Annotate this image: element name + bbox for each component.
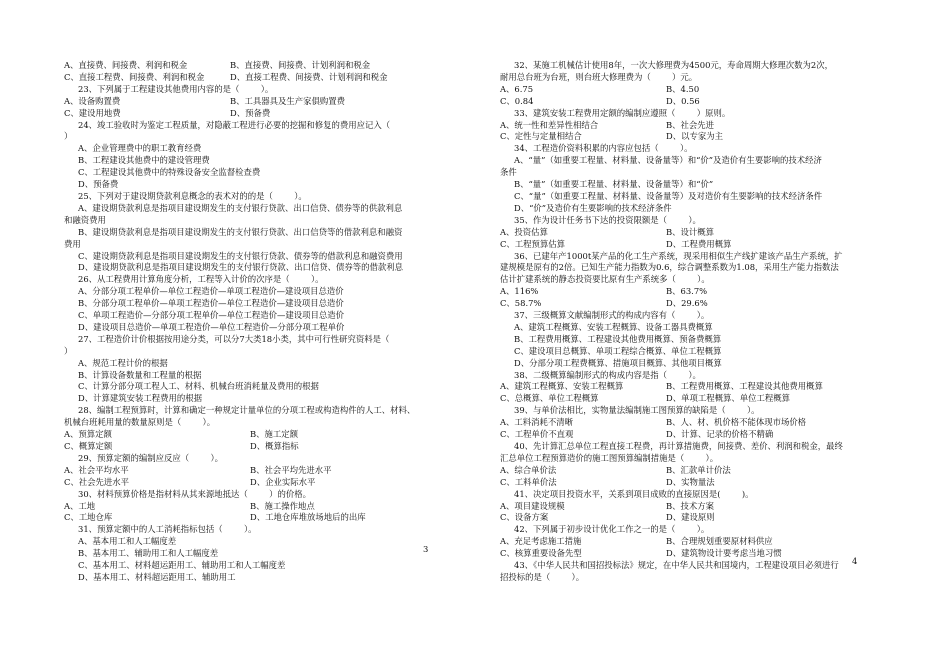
option-text: C、建设用地费 xyxy=(64,107,121,118)
option-text: C、计算分部分项工程人工、材料、机械台班消耗量及费用的根据 xyxy=(78,381,319,392)
option-text: A、建筑工程概算、安装工程概算 xyxy=(500,381,624,392)
option-text: D、企业实际水平 xyxy=(250,476,316,487)
option-text: C、基本用工、材料超运距用工、辅助用工和人工幅度差 xyxy=(78,560,286,571)
option-row xyxy=(500,417,896,429)
option-text: D、“价”及造价有生要影响的技术经济条件 xyxy=(514,202,672,213)
option-text: A、建设期贷款利息是指项目建设期发生的支付银行贷款、出口信贷、债券等的供款利息 xyxy=(78,202,403,213)
option-row xyxy=(500,536,896,548)
continuation-text: 建规模是原有的2倍。已知生产能力指数为0.6，综合调整系数为1.08，采用生产能力指数法 xyxy=(500,262,839,273)
option-row xyxy=(500,477,896,489)
option-text: D、0.56 xyxy=(666,95,700,106)
option-text: B、4.50 xyxy=(666,83,700,94)
option-text: A、预算定额 xyxy=(64,429,112,440)
option-row xyxy=(64,441,438,453)
option-text: B、建设期贷款利息是指项目建设期发生的支付银行贷款、出口信贷等的借款利息和融资 xyxy=(78,226,403,237)
option-row xyxy=(64,72,438,84)
option-text: D、基本用工、材料超运距用工、辅助用工 xyxy=(78,571,236,582)
continuation-text: 和融资费用 xyxy=(64,214,106,225)
option-row xyxy=(500,131,896,143)
option-text: A、项目建设规模 xyxy=(500,500,565,511)
option-text: D、预备费 xyxy=(78,179,119,190)
question-text: 39、与单价法相比，实物量法编制施工图预算的缺陷是（ ）。 xyxy=(514,405,760,416)
option-row xyxy=(500,501,896,513)
option-text: A、直接费、间接费、利润和税金 xyxy=(64,60,188,70)
option-text: B、技术方案 xyxy=(666,500,715,511)
continuation-text: 招投标的是（ ）。 xyxy=(500,571,585,582)
option-row xyxy=(64,477,438,489)
question-text: 38、二级概算编制形式的构成内容是指（ ）。 xyxy=(514,369,701,380)
option-text: A、充足考虑施工措施 xyxy=(500,536,582,547)
question-text: 33、建筑安装工程费用定额的编制应遵照（ ）原则。 xyxy=(514,107,731,118)
option-text: B、计算设备数量和工程量的根据 xyxy=(78,369,202,380)
question-text: 26、从工程费用计算角度分析，工程等入计价的次序是（ ）。 xyxy=(78,274,324,285)
question-text: 36、已建年产1000t某产品的化工生产系统，现采用相似生产线扩建该产品生产系统，扩 xyxy=(514,250,843,261)
continuation-text: 估计扩建系统的静态投资要比原有生产系统多（ ）。 xyxy=(500,274,710,285)
question-text: 42、下列属于初步设计优化工作之一的是（ ）。 xyxy=(514,524,710,535)
option-text: D、29.6% xyxy=(666,298,708,309)
option-text: B、63.7% xyxy=(666,286,708,297)
option-text: C、工料单价法 xyxy=(500,476,557,487)
option-text: D、预备费 xyxy=(230,107,271,118)
question-text: 34、工程造价资料积累的内容应包括（ ）。 xyxy=(514,143,693,154)
right-column xyxy=(500,60,896,584)
option-text: B、“量”（如重要工程量、材料量、设备量等）和“价” xyxy=(514,179,714,190)
question-text: 40、先计算汇总单位工程直接工程费，再计算措施费，间接费、差价、利润和税金，最终 xyxy=(514,441,843,451)
question-text: 43、《中华人民共和国招投标法》规定，在中华人民共和国境内，工程建设项目必须进行 xyxy=(514,560,839,571)
option-text: D、直接工程费、间接费、计划利润和税金 xyxy=(230,71,388,82)
option-text: B、人、材、机价格不能体现市场价格 xyxy=(666,417,807,428)
option-text: A、设备购置费 xyxy=(64,95,121,106)
continuation-text: 条件 xyxy=(500,167,517,178)
option-text: C、定性与定量相结合 xyxy=(500,131,582,142)
continuation-text: 机械台班耗用量的数量原则是（ ）。 xyxy=(64,417,216,428)
option-text: B、合理规划重要原材料供应 xyxy=(666,536,773,547)
option-row xyxy=(64,429,438,441)
option-text: B、设计概算 xyxy=(666,226,715,237)
option-text: D、工地仓库堆放场地后的出库 xyxy=(250,512,366,523)
option-text: D、建设期贷款利息是指项目建设期发生的支付银行贷款、出口信贷、债券等的借款利息 xyxy=(78,262,403,273)
option-text: A、工地 xyxy=(64,500,96,511)
option-row xyxy=(500,120,896,132)
option-text: A、分部分项工程单价—单位工程造价—单项工程造价—建设项目总造价 xyxy=(78,286,344,297)
continuation-text: ） xyxy=(64,345,73,356)
option-text: A、6.75 xyxy=(500,83,534,94)
option-text: A、116% xyxy=(500,286,539,297)
option-text: B、社会平均先进水平 xyxy=(250,464,332,475)
question-text: 35、作为设计任务书下达的投资限额是（ ）。 xyxy=(514,214,701,225)
option-text: D、建设项目总造价—单项工程造价—单位工程造价—分部分项工程单价 xyxy=(78,321,345,332)
option-text: B、工程费用概算、工程建设其他费用概算 xyxy=(666,381,823,392)
option-text: B、基本用工、辅助用工和人工幅度差 xyxy=(78,548,219,559)
option-text: C、建设期贷款利息是指项目建设期发生的支付银行贷款、债券等的借款利息和融资费用 xyxy=(78,250,403,261)
question-text: 23、下列属于工程建设其他费用内容的是（ ）。 xyxy=(78,83,274,94)
continuation-text: ） xyxy=(64,131,73,142)
option-text: C、总概算、单位工程概算 xyxy=(500,393,599,404)
question-text: 25、下列对于建设期贷款利息概念的表术对的的是（ ）。 xyxy=(78,190,307,201)
option-text: C、设备方案 xyxy=(500,512,549,523)
continuation-text: 费用 xyxy=(64,238,81,249)
left-column xyxy=(64,60,438,584)
option-row xyxy=(500,96,896,108)
option-text: B、直接费、间接费、计划利润和税金 xyxy=(230,60,371,70)
option-row xyxy=(500,465,896,477)
option-text: D、分部分项工程费概算、措施项目概算、其他项目概算 xyxy=(514,357,722,368)
question-text: 27、工程造价计价根据按用途分类，可以分7大类18小类，其中可行性研究资料是（ xyxy=(78,333,390,344)
option-text: D、建筑物设计要考虑当地习惯 xyxy=(666,548,782,559)
option-text: C、核算重要设备先型 xyxy=(500,548,582,559)
option-text: C、社会先进水平 xyxy=(64,476,130,487)
option-text: C、工程预算估算 xyxy=(500,238,566,249)
question-text: 29、预算定额的编制应反应（ ）。 xyxy=(78,452,224,463)
option-text: D、建设原则 xyxy=(666,512,715,523)
page-number-left: 3 xyxy=(423,544,429,554)
question-text: 41、决定项目投资水平，关系到项目成败的直接原因是( )。 xyxy=(514,488,754,499)
option-row xyxy=(500,429,896,441)
option-text: B、施工操作地点 xyxy=(250,500,315,511)
option-text: B、汇款单计价法 xyxy=(666,464,731,475)
option-text: B、施工定额 xyxy=(250,429,299,440)
option-row xyxy=(64,512,438,524)
option-text: A、统一性和差异性相结合 xyxy=(500,119,599,130)
option-row xyxy=(500,381,896,393)
option-text: C、“量”（如重要工程量、材料量、设备量等）及对造价有生要影响的技术经济条件 xyxy=(514,190,823,201)
option-text: C、工程建设其他费中的特殊设备安全监督检查费 xyxy=(78,167,261,178)
option-row xyxy=(500,393,896,405)
option-row xyxy=(500,548,896,560)
question-text: 37、三级概算文献编制形式的构成内容有（ ）。 xyxy=(514,310,710,321)
question-text: 32、某施工机械估计使用8年，一次大修理费为4500元，寿命周期大修理次数为2次， xyxy=(514,60,833,70)
continuation-text: 汇总单位工程预算造价的施工图预算编制措施是（ ）。 xyxy=(500,452,719,463)
continuation-text: 耐用总台班为台班，则台班大修理费为（ ）元。 xyxy=(500,71,698,82)
option-row xyxy=(500,512,896,524)
option-row xyxy=(500,286,896,298)
option-text: A、工料消耗不清晰 xyxy=(500,417,574,428)
option-text: D、计算、记录的价格不精确 xyxy=(666,429,774,440)
option-row xyxy=(64,60,438,72)
option-text: D、计算建筑安装工程费用的根据 xyxy=(78,393,202,404)
question-text: 30、材料预算价格是指材料从其来源地抵达（ ）的价格。 xyxy=(78,488,311,499)
option-text: A、基本用工和人工幅度差 xyxy=(78,536,177,547)
option-text: B、工程费用概算、工程建设其他费用概算、预备费概算 xyxy=(514,333,722,344)
question-text: 28、编制工程预算时，计算和确定一种规定计量单位的分项工程或构造构件的人工、材料、 xyxy=(78,405,416,416)
option-text: A、规范工程计价的根据 xyxy=(78,357,168,368)
option-text: D、实物量法 xyxy=(666,476,715,487)
option-text: C、建设项目总概算、单项工程综合概算、单位工程概算 xyxy=(514,345,722,356)
option-text: C、0.84 xyxy=(500,95,534,106)
option-text: D、工程费用概算 xyxy=(666,238,732,249)
option-row xyxy=(64,501,438,513)
option-row xyxy=(500,239,896,251)
option-row xyxy=(64,465,438,477)
option-text: A、“量”（如重要工程量、材料量、设备量等）和“价”及造价有生要影响的技术经济 xyxy=(514,155,822,166)
option-text: B、分部分项工程单价—单项工程造价—单位工程造价—建设项目总造价 xyxy=(78,298,344,309)
option-text: C、工程单价不直观 xyxy=(500,429,574,440)
option-text: A、社会平均水平 xyxy=(64,464,129,475)
option-text: B、工具器具及生产家俱购置费 xyxy=(230,95,346,106)
option-text: C、直接工程费、间接费、利润和税金 xyxy=(64,71,205,82)
option-text: C、58.7% xyxy=(500,298,542,309)
option-row xyxy=(64,96,438,108)
question-text: 31、预算定额中的人工消耗指标包括（ ）。 xyxy=(78,524,257,535)
option-text: A、投资估算 xyxy=(500,226,548,237)
option-row xyxy=(500,84,896,96)
option-row xyxy=(64,108,438,120)
option-text: C、工地仓库 xyxy=(64,512,113,523)
option-text: A、企业管理费中的职工教育经费 xyxy=(78,143,202,154)
option-text: D、以专家为主 xyxy=(666,131,723,142)
option-row xyxy=(500,298,896,310)
option-text: A、综合单价法 xyxy=(500,464,557,475)
option-text: C、概算定额 xyxy=(64,441,113,451)
option-row xyxy=(500,227,896,239)
option-text: A、建筑工程概算、安装工程概算、设备工器具费概算 xyxy=(514,321,713,332)
option-text: B、社会先进 xyxy=(666,119,715,130)
question-text: 24、竣工验收时为鉴定工程质量，对隐蔽工程进行必要的挖掘和修复的费用应记入（ xyxy=(78,119,391,130)
page-number-right: 4 xyxy=(852,556,858,566)
option-text: B、工程建设其他费中的建设管理费 xyxy=(78,155,210,166)
option-text: D、单项工程概算、单位工程概算 xyxy=(666,393,790,404)
option-text: C、单项工程造价—分部分项工程单价—单位工程造价—建设项目总造价 xyxy=(78,310,345,321)
option-text: D、概算指标 xyxy=(250,441,299,451)
